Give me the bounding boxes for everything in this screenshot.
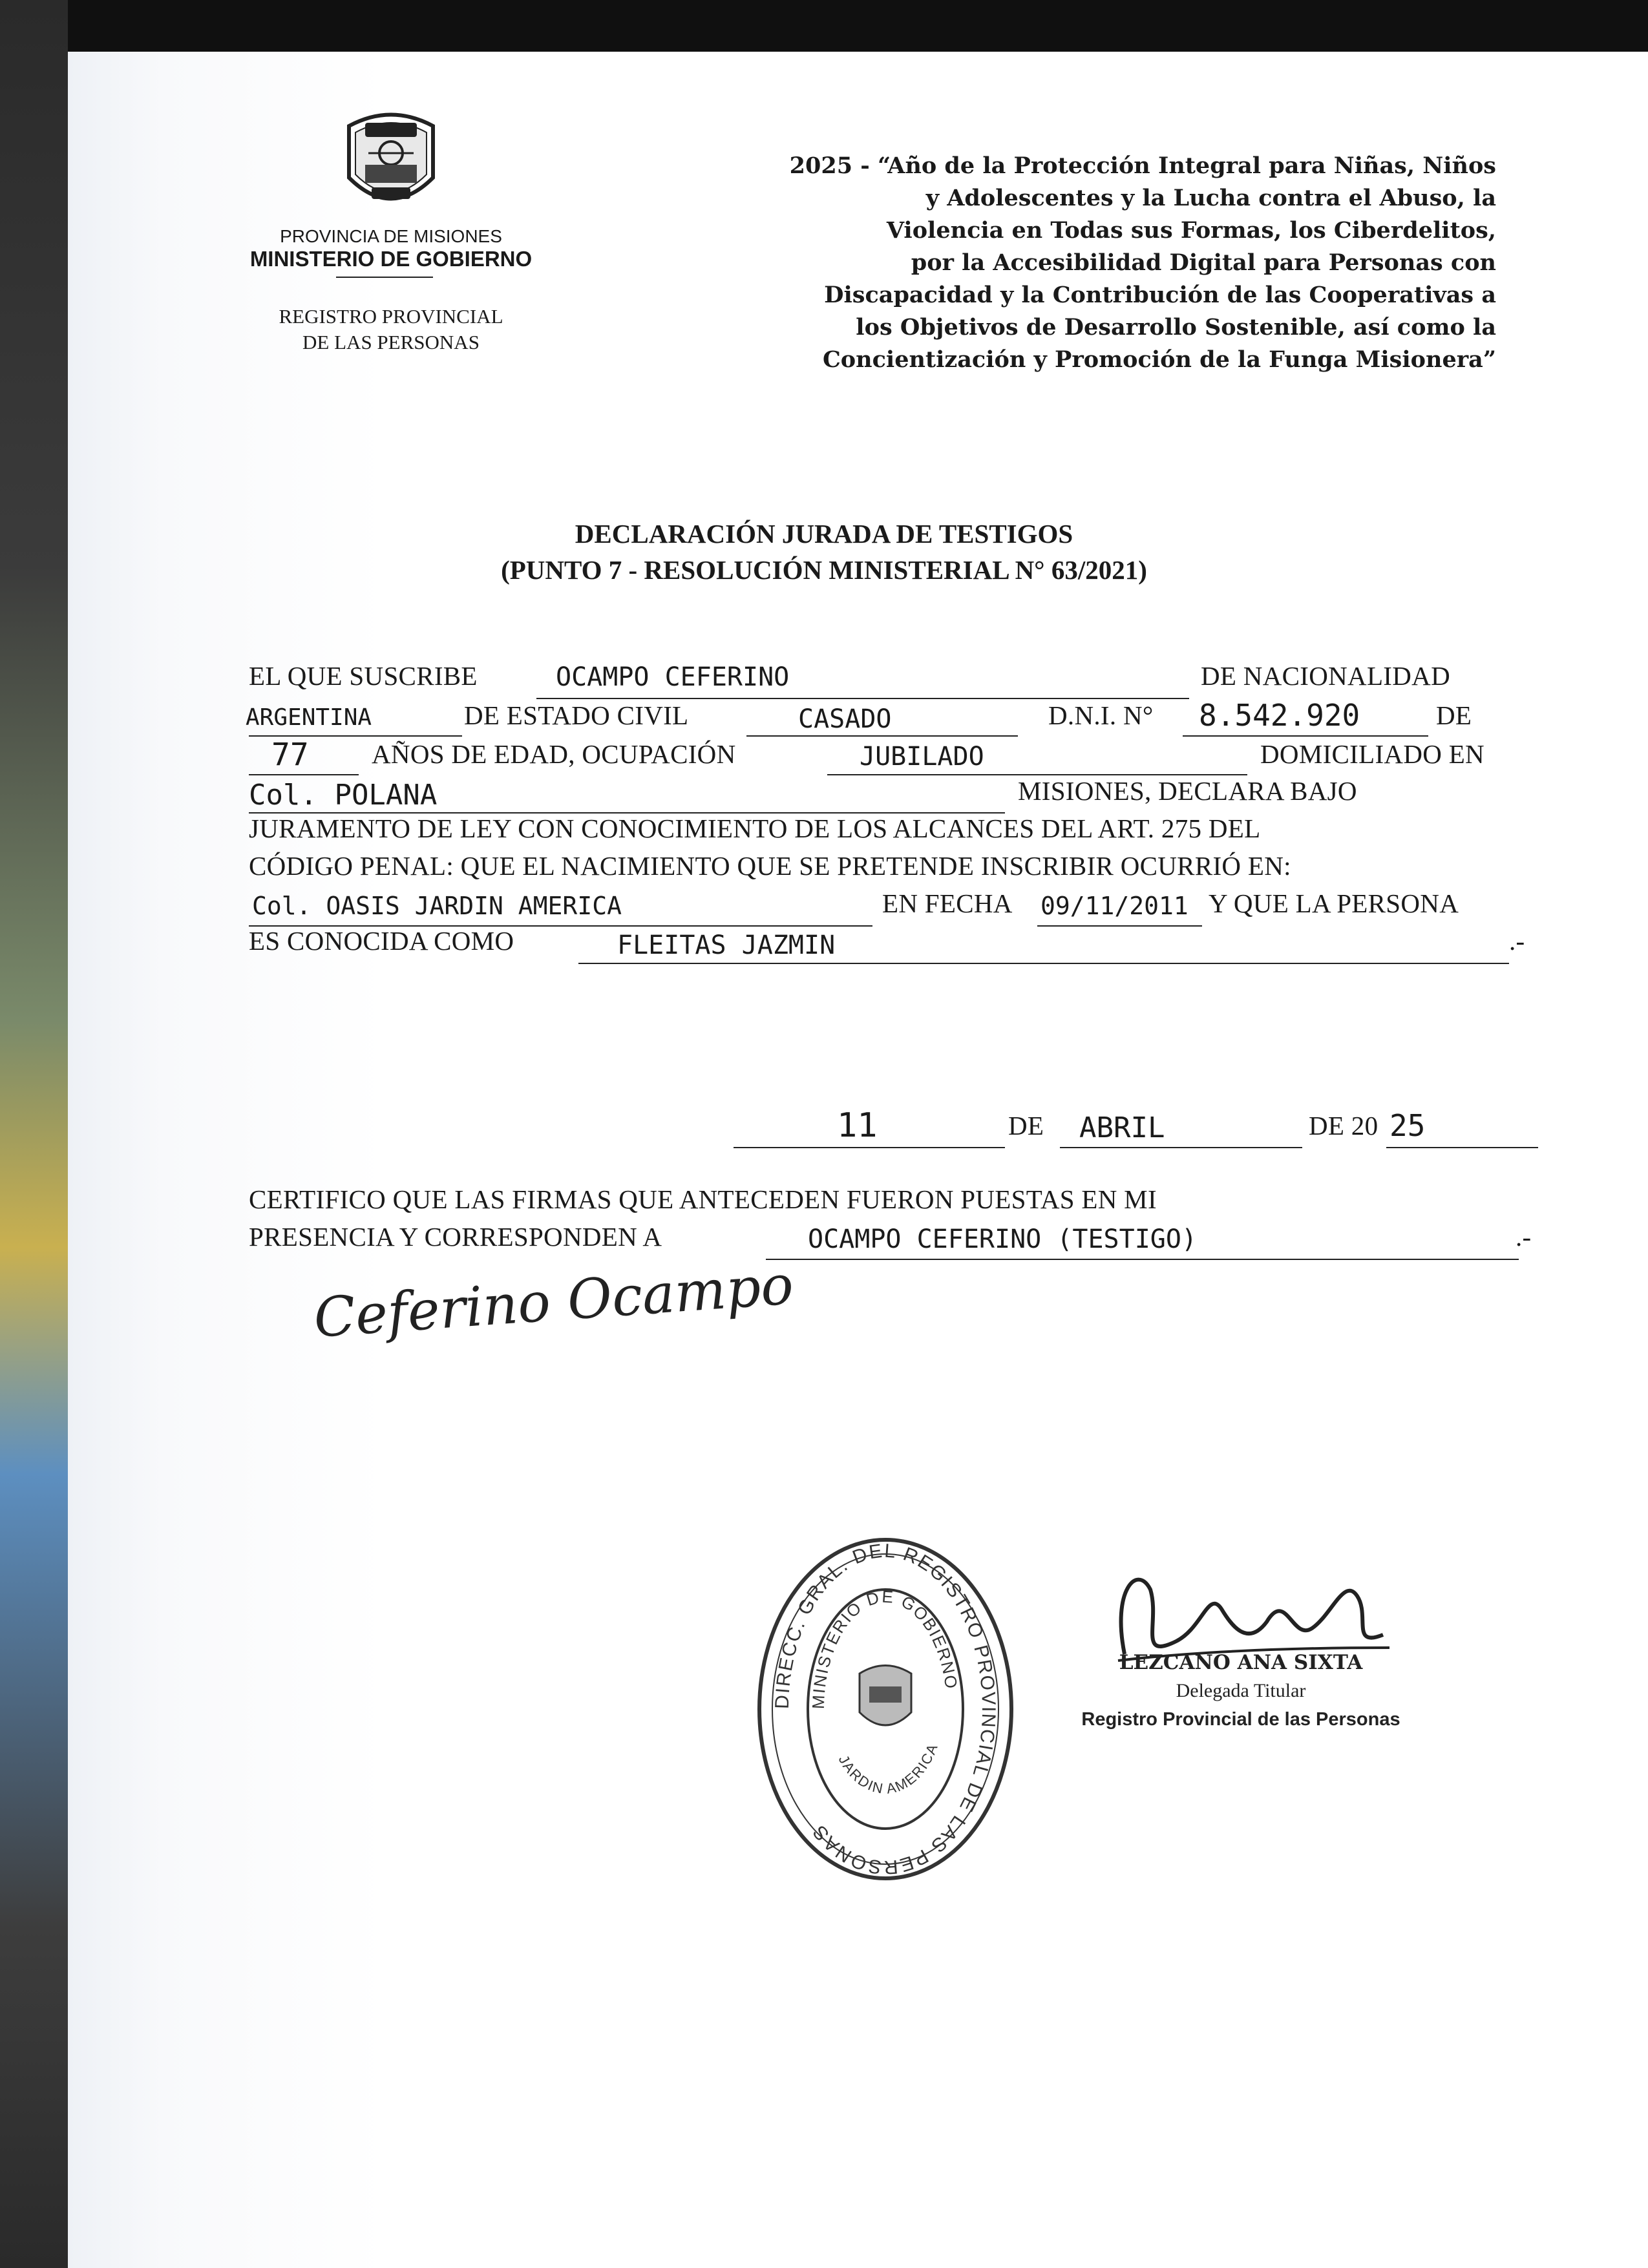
registry-line-1: REGISTRO PROVINCIAL	[279, 305, 503, 328]
handwritten-witness: OCAMPO CEFERINO (TESTIGO)	[808, 1224, 1198, 1254]
registry-line-2: DE LAS PERSONAS	[302, 331, 480, 353]
handwritten-day: 11	[837, 1106, 878, 1145]
handwritten-name: OCAMPO CEFERINO	[556, 662, 790, 692]
registry-label	[213, 304, 569, 355]
label-estado-civil: DE ESTADO CIVIL	[464, 700, 689, 730]
label-suscribe: EL QUE SUSCRIBE	[249, 661, 478, 691]
paper-sheet	[68, 52, 1648, 2268]
oath-text-line-1: JURAMENTO DE LEY CON CONOCIMIENTO DE LOS ALCANCES DEL ART. 275 DEL	[249, 814, 1261, 843]
official-role: Delegada Titular	[1176, 1680, 1306, 1701]
label-fecha: EN FECHA	[882, 888, 1013, 918]
underline	[734, 1147, 1005, 1148]
label-date-de: DE	[1008, 1111, 1044, 1140]
label-domiciliado: DOMICILIADO EN	[1260, 739, 1484, 769]
underline	[1183, 735, 1428, 737]
underline	[578, 963, 1509, 964]
provincial-seal-logo	[336, 107, 446, 216]
certification-line-2: PRESENCIA Y CORRESPONDEN A	[249, 1222, 662, 1252]
handwritten-month: ABRIL	[1079, 1111, 1165, 1144]
underline	[536, 698, 1189, 699]
label-misiones: MISIONES, DECLARA BAJO	[1018, 776, 1357, 806]
motto-line: Violencia en Todas sus Formas, los Ciberdelitos,	[886, 217, 1496, 244]
stamp-inner-text: MINISTERIO DE GOBIERNO	[808, 1586, 962, 1710]
document-subtitle: (PUNTO 7 - RESOLUCIÓN MINISTERIAL N° 63/2021)	[501, 555, 1147, 585]
scan-left-edge	[0, 0, 68, 2268]
handwritten-known-as: FLEITAS JAZMIN	[617, 930, 836, 960]
underline	[249, 774, 359, 775]
label-persona: Y QUE LA PERSONA	[1209, 888, 1459, 918]
label-date-year: DE 20	[1309, 1111, 1379, 1140]
handwritten-address: Col. POLANA	[249, 779, 438, 812]
label-nacionalidad: DE NACIONALIDAD	[1201, 661, 1450, 691]
underline	[1386, 1147, 1538, 1148]
underline	[1060, 1147, 1302, 1148]
letterhead-divider	[336, 277, 433, 278]
document-title: DECLARACIÓN JURADA DE TESTIGOS	[575, 519, 1073, 549]
handwritten-civil-status: CASADO	[798, 704, 892, 734]
motto-line: los Objetivos de Desarrollo Sostenible, así como la	[856, 314, 1496, 341]
stamp-location: JARDIN AMERICA	[835, 1741, 942, 1797]
line-end-mark: .-	[1516, 1222, 1532, 1252]
svg-text:JARDIN AMERICA	[836, 1741, 942, 1797]
label-de: DE	[1436, 700, 1472, 730]
label-dni: D.N.I. N°	[1048, 700, 1154, 730]
official-name: LEZCANO ANA SIXTA	[1119, 1651, 1363, 1674]
handwritten-birth-date: 09/11/2011	[1041, 892, 1188, 920]
label-conocida: ES CONOCIDA COMO	[249, 926, 514, 956]
handwritten-birth-place: Col. OASIS JARDIN AMERICA	[252, 892, 622, 920]
motto-line: Discapacidad y la Contribución de las Cooperativas a	[824, 282, 1496, 308]
motto-line: 2025 - “Año de la Protección Integral para Niñas, Niños	[789, 152, 1496, 179]
stamp-outer-text: DIRECC. GRAL. DEL REGISTRO PROVINCIAL DE LAS PERSONAS	[771, 1540, 1000, 1878]
label-edad-ocupacion: AÑOS DE EDAD, OCUPACIÓN	[372, 739, 736, 769]
handwritten-age: 77	[271, 737, 309, 773]
witness-signature: Ceferino Ocampo	[312, 1253, 796, 1350]
certification-line-1: CERTIFICO QUE LAS FIRMAS QUE ANTECEDEN FUERON PUESTAS EN MI	[249, 1184, 1157, 1214]
ministry-label: MINISTERIO DE GOBIERNO	[249, 247, 533, 271]
official-stamp	[743, 1535, 1028, 1884]
handwritten-year: 25	[1389, 1108, 1426, 1143]
motto-line: Concientización y Promoción de la Funga Misionera”	[822, 346, 1496, 373]
motto-line: por la Accesibilidad Digital para Personas con	[911, 249, 1496, 276]
province-label: PROVINCIA DE MISIONES	[280, 226, 502, 246]
handwritten-occupation: JUBILADO	[860, 742, 984, 772]
motto-line: y Adolescentes y la Lucha contra el Abuso, la	[925, 185, 1496, 211]
handwritten-dni: 8.542.920	[1199, 698, 1360, 733]
scan-top-edge	[0, 0, 1648, 52]
underline	[1037, 925, 1202, 927]
underline	[746, 735, 1018, 737]
official-office: Registro Provincial de las Personas	[1081, 1709, 1400, 1730]
year-motto	[701, 150, 1496, 376]
handwritten-nationality: ARGENTINA	[246, 704, 372, 731]
line-end-mark: .-	[1509, 926, 1525, 956]
oath-text-line-2: CÓDIGO PENAL: QUE EL NACIMIENTO QUE SE PRETENDE INSCRIBIR OCURRIÓ EN:	[249, 851, 1291, 881]
underline	[766, 1259, 1519, 1260]
